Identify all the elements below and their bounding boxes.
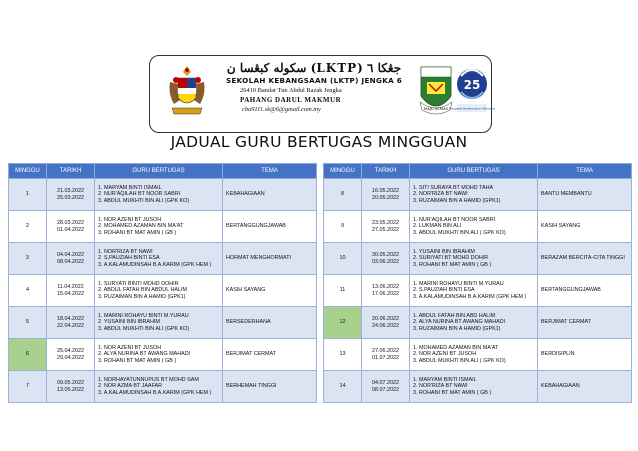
teacher-name: 3. ABDUL MUKHTI BIN ALI ( GPK KO) bbox=[413, 357, 506, 364]
school-name: SEKOLAH KEBANGSAAN (LKTP) JENGKA 6 bbox=[225, 76, 403, 85]
week-cell: 8 bbox=[324, 179, 362, 211]
teachers-cell bbox=[95, 243, 223, 275]
date-cell bbox=[362, 307, 410, 339]
date-line: 16.05.2022 bbox=[372, 187, 399, 194]
teacher-name: 3. ABDUL MUKHTI BIN ALI ( GPK KO) bbox=[413, 229, 506, 236]
school-email: cba9111.sk@6@gmail.com.my bbox=[242, 106, 321, 113]
theme-cell: KASIH SAYANG bbox=[538, 211, 632, 243]
teacher-name: 3. RUZAIMAN BIN A HAMID (GPK1) bbox=[413, 197, 501, 204]
teacher-name: 1. NOR AZENI BT JUSOH bbox=[98, 344, 162, 351]
col-header-week: MINGGU bbox=[324, 164, 362, 179]
date-cell bbox=[47, 179, 95, 211]
date-line: 11.04.2022 bbox=[57, 283, 84, 290]
logo-caption: Pengawal Berkemajuan Bersama bbox=[448, 106, 496, 111]
teacher-name: 1. MARINI ROHAYU BINTI M.YURAU bbox=[98, 312, 189, 319]
date-line: 15.04.2022 bbox=[57, 290, 84, 297]
teacher-name: 2. ALYA NURINA BT AWANG MAHADI bbox=[98, 351, 191, 358]
table-row bbox=[324, 339, 632, 371]
date-cell bbox=[362, 275, 410, 307]
teacher-name: 3. RUZAIMAN BIN A HAMID (GPK1) bbox=[413, 325, 501, 332]
date-line: 08.07.2022 bbox=[372, 386, 399, 393]
week-cell: 12 bbox=[324, 307, 362, 339]
teachers-cell bbox=[410, 211, 538, 243]
teacher-name: 3. RUZAIMAN BIN A HAMID (GPK1) bbox=[98, 293, 186, 300]
col-header-theme: TEMA bbox=[538, 164, 632, 179]
teacher-name: 2. S.PAUZIAH BINTI ESA bbox=[98, 255, 160, 262]
date-cell bbox=[47, 243, 95, 275]
teachers-cell bbox=[410, 275, 538, 307]
teachers-cell bbox=[410, 307, 538, 339]
teacher-name: 3. A.KALAMUDINSAH B A.KARIM (GPK HEM ) bbox=[98, 389, 212, 396]
anniversary-logo-icon bbox=[448, 62, 496, 124]
state-crest-icon bbox=[166, 64, 208, 122]
teachers-cell bbox=[410, 179, 538, 211]
roster-table-right bbox=[323, 163, 632, 403]
week-cell: 6 bbox=[9, 339, 47, 371]
teachers-cell bbox=[410, 243, 538, 275]
teacher-name: 2. NOR AZENI BT JUSOH bbox=[413, 351, 477, 358]
week-cell: 7 bbox=[9, 371, 47, 403]
date-line: 20.06.2022 bbox=[372, 315, 399, 322]
week-cell: 4 bbox=[9, 275, 47, 307]
date-line: 29.04.2022 bbox=[57, 354, 84, 361]
teacher-name: 2. MOHAMED AZAMAN BIN MA'AT bbox=[98, 223, 184, 230]
teacher-name: 3. ROHANI BT MAT AMIN ( GB ) bbox=[98, 229, 177, 236]
date-line: 25.04.2022 bbox=[57, 347, 84, 354]
date-line: 08.04.2022 bbox=[57, 258, 84, 265]
teachers-cell bbox=[95, 307, 223, 339]
teacher-name: 1. SITI SURAYA BT MOHD TAHA bbox=[413, 184, 494, 191]
teacher-name: 1. ABDUL FATAH BIN ABD HALIM bbox=[413, 312, 496, 319]
date-cell bbox=[362, 371, 410, 403]
week-cell: 5 bbox=[9, 307, 47, 339]
page-title: JADUAL GURU BERTUGAS MINGGUAN bbox=[170, 133, 468, 151]
teacher-name: 1. SURYATI BINTI MOHD DOHIR bbox=[98, 280, 179, 287]
teacher-name: 1. NOR AZENI BT JUSOH bbox=[98, 216, 162, 223]
teachers-cell bbox=[95, 339, 223, 371]
col-header-date: TARIKH bbox=[362, 164, 410, 179]
teacher-name: 3. A.KALAMUDINSAH B A.KARIM (GPK HEM ) bbox=[98, 261, 212, 268]
teachers-cell bbox=[95, 275, 223, 307]
table-row bbox=[324, 211, 632, 243]
week-cell: 11 bbox=[324, 275, 362, 307]
table-row bbox=[324, 307, 632, 339]
theme-cell: BERAZAM BERCITA-CITA TINGGI bbox=[538, 243, 632, 275]
col-header-date: TARIKH bbox=[47, 164, 95, 179]
school-name-jawi: سکوله کبڠسا ن (LKTP) جڠکا ٦ bbox=[226, 61, 402, 75]
week-cell: 14 bbox=[324, 371, 362, 403]
date-line: 25.03.2022 bbox=[57, 194, 84, 201]
date-line: 18.04.2022 bbox=[57, 315, 84, 322]
date-cell bbox=[362, 243, 410, 275]
shield-banner-text: MAJU KEMAS bbox=[423, 106, 449, 111]
teacher-name: 3. ROHANI BT MAT AMIN ( GB ) bbox=[413, 261, 492, 268]
teacher-name: 2. NOR'RIZA BT NAWI bbox=[413, 383, 468, 390]
theme-cell: HORMAT MENGHORMATI bbox=[223, 243, 317, 275]
date-line: 09.05.2022 bbox=[57, 379, 84, 386]
table-row bbox=[9, 307, 317, 339]
table-row bbox=[9, 211, 317, 243]
date-line: 24.06.2022 bbox=[372, 322, 399, 329]
table-row bbox=[9, 275, 317, 307]
teachers-cell bbox=[410, 339, 538, 371]
logo-number: 25 bbox=[463, 78, 481, 92]
week-cell: 10 bbox=[324, 243, 362, 275]
teacher-name: 1. MARYAM BINTI ISMAIL bbox=[98, 184, 162, 191]
date-line: 01.07.2022 bbox=[372, 354, 399, 361]
week-cell: 9 bbox=[324, 211, 362, 243]
table-row bbox=[9, 339, 317, 371]
date-line: 01.04.2022 bbox=[57, 226, 84, 233]
school-shield-icon bbox=[418, 64, 454, 120]
teacher-name: 1. NUR'AQILAH BT NOOR SABRI bbox=[413, 216, 496, 223]
date-line: 13.05.2022 bbox=[57, 386, 84, 393]
week-cell: 13 bbox=[324, 339, 362, 371]
date-line: 04.07.2022 bbox=[372, 379, 399, 386]
date-cell bbox=[362, 339, 410, 371]
teacher-name: 3. ROHANI BT MAT AMIN ( GB ) bbox=[413, 389, 492, 396]
teacher-name: 3. ABDUL MUKHTI BIN ALI (GPK KO) bbox=[98, 197, 190, 204]
date-cell bbox=[362, 211, 410, 243]
school-identity bbox=[216, 60, 412, 114]
col-header-teachers: GURU BERTUGAS bbox=[410, 164, 538, 179]
school-state: PAHANG DARUL MAKMUR bbox=[240, 96, 342, 104]
table-header-row bbox=[9, 164, 317, 179]
date-cell bbox=[47, 371, 95, 403]
teacher-name: 3. A.KALAMUDINSAH B A.KARIM (GPK HEM ) bbox=[413, 293, 527, 300]
table-row bbox=[324, 371, 632, 403]
col-header-theme: TEMA bbox=[223, 164, 317, 179]
date-line: 17.06.2022 bbox=[372, 290, 399, 297]
table-row bbox=[324, 243, 632, 275]
table-row bbox=[9, 179, 317, 211]
date-line: 20.05.2022 bbox=[372, 194, 399, 201]
date-cell bbox=[362, 179, 410, 211]
date-line: 30.05.2022 bbox=[372, 251, 399, 258]
theme-cell: BERJIMAT CERMAT bbox=[223, 339, 317, 371]
school-header bbox=[149, 55, 496, 133]
theme-cell: KASIH SAYANG bbox=[223, 275, 317, 307]
teacher-name: 3. ABDUL MUKHTI BIN ALI (GPK KO) bbox=[98, 325, 190, 332]
week-cell: 1 bbox=[9, 179, 47, 211]
teacher-name: 2. LUKMAN BIN ALI bbox=[413, 223, 462, 230]
date-line: 27.05.2022 bbox=[372, 226, 399, 233]
theme-cell: BANTU MEMBANTU bbox=[538, 179, 632, 211]
teacher-name: 2. ALYA NURINA BT AWANG MAHADI bbox=[413, 319, 506, 326]
theme-cell: BERJIMAT CERMAT bbox=[538, 307, 632, 339]
teacher-name: 2. ABDUL FATAH BIN ABDUL HALIM bbox=[98, 287, 187, 294]
teacher-name: 1. NORHAYATUNNUPUS BT MOHD SAM bbox=[98, 376, 199, 383]
teacher-name: 1. MARINI ROHAYU BINTI M.YURAU bbox=[413, 280, 504, 287]
date-cell bbox=[47, 307, 95, 339]
date-line: 27.06.2022 bbox=[372, 347, 399, 354]
date-cell bbox=[47, 339, 95, 371]
date-line: 04.04.2022 bbox=[57, 251, 84, 258]
teachers-cell bbox=[410, 371, 538, 403]
teacher-name: 1. MOHAMED AZAMAN BIN MA'AT bbox=[413, 344, 499, 351]
theme-cell: KEBAHAGIAAN bbox=[223, 179, 317, 211]
teacher-name: 1. NOR'RIZA BT NAWI bbox=[98, 248, 153, 255]
teacher-name: 2. SURIYATI BT MOHD DOHIR bbox=[413, 255, 489, 262]
teachers-cell bbox=[95, 211, 223, 243]
teacher-name: 1. YUSAINI BIN IBRAHIM bbox=[413, 248, 475, 255]
school-address: 26410 Bandar Tun Abdul Razak Jengka bbox=[240, 87, 342, 94]
date-line: 13.06.2022 bbox=[372, 283, 399, 290]
theme-cell: BERSEDERHANA bbox=[223, 307, 317, 339]
theme-cell: BERTANGGUNGJAWAB bbox=[223, 211, 317, 243]
date-cell bbox=[47, 275, 95, 307]
teachers-cell bbox=[95, 371, 223, 403]
teacher-name: 2. NOR AZMA BT JAAFAR bbox=[98, 383, 163, 390]
table-row bbox=[324, 275, 632, 307]
date-line: 23.05.2022 bbox=[372, 219, 399, 226]
theme-cell: BERDISIPLIN bbox=[538, 339, 632, 371]
teacher-name: 3. ROHANI BT MAT AMIN ( GB ) bbox=[98, 357, 177, 364]
table-row bbox=[9, 371, 317, 403]
date-line: 03.06.2022 bbox=[372, 258, 399, 265]
teacher-name: 2. YUSAINI BIN IBRAHIM bbox=[98, 319, 160, 326]
theme-cell: BERTANGGUNGJAWAB bbox=[538, 275, 632, 307]
theme-cell: KEBAHAGIAAN bbox=[538, 371, 632, 403]
date-line: 28.03.2022 bbox=[57, 219, 84, 226]
date-line: 21.03.2022 bbox=[57, 187, 84, 194]
week-cell: 2 bbox=[9, 211, 47, 243]
roster-table-left bbox=[8, 163, 317, 403]
theme-cell: BERHEMAH TINGGI bbox=[223, 371, 317, 403]
teachers-cell bbox=[95, 179, 223, 211]
date-line: 22.04.2022 bbox=[57, 322, 84, 329]
teacher-name: 2. NUR'AQILAH BT NOOR SABRI bbox=[98, 191, 181, 198]
week-cell: 3 bbox=[9, 243, 47, 275]
col-header-week: MINGGU bbox=[9, 164, 47, 179]
date-cell bbox=[47, 211, 95, 243]
table-row bbox=[324, 179, 632, 211]
table-header-row bbox=[324, 164, 632, 179]
teacher-name: 2. S.PAUZIAH BINTI ESA bbox=[413, 287, 475, 294]
table-row bbox=[9, 243, 317, 275]
teacher-name: 2. NOR'RIZA BT NAWI bbox=[413, 191, 468, 198]
teacher-name: 1. MARYAM BINTI ISMAIL bbox=[413, 376, 477, 383]
col-header-teachers: GURU BERTUGAS bbox=[95, 164, 223, 179]
